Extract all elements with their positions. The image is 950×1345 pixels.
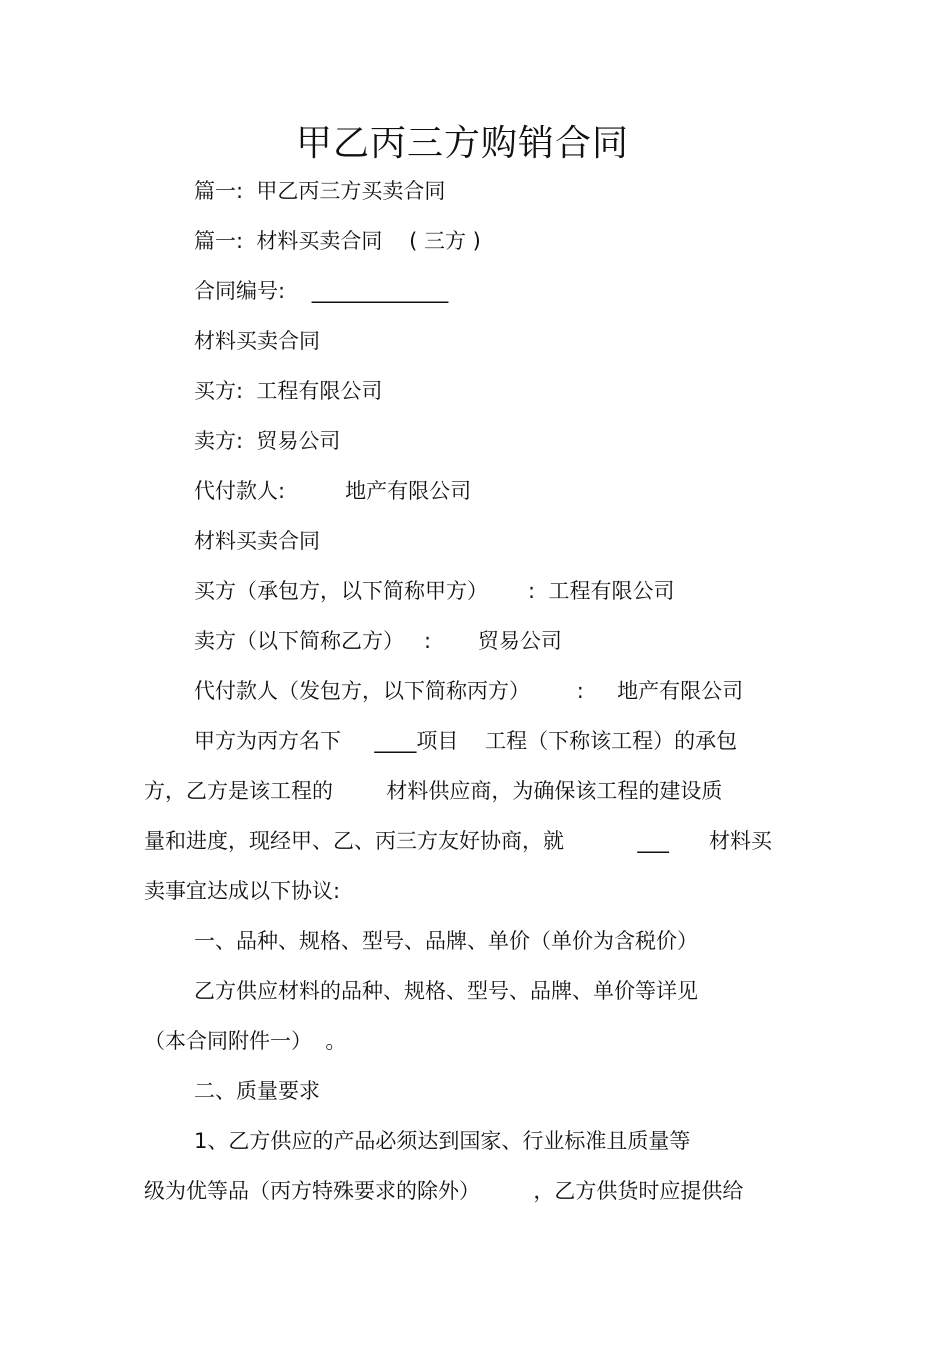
paragraph-line: 材料买卖合同 xyxy=(194,529,320,553)
paragraph-line: 材料买卖合同 xyxy=(194,329,320,353)
section-heading: 篇一: 甲乙丙三方买卖合同 xyxy=(194,179,446,203)
buyer-line: 买方（承包方，以下简称甲方） : 工程有限公司 xyxy=(194,579,675,603)
paragraph-line: 卖事宜达成以下协议: xyxy=(144,879,341,903)
document-title: 甲乙丙三方购销合同 xyxy=(295,123,629,164)
payer-line: 代付款人（发包方，以下简称丙方） : 地产有限公司 xyxy=(194,679,744,703)
paragraph-line: （本合同附件一） 。 xyxy=(144,1029,347,1053)
section-heading: 篇一: 材料买卖合同 ( 三方 ) xyxy=(194,229,481,253)
paragraph-line: 量和进度，现经甲、乙、丙三方友好协商，就 ___ 材料买 xyxy=(144,829,772,853)
seller-line: 卖方: 贸易公司 xyxy=(194,429,341,453)
paragraph-line: 级为优等品（丙方特殊要求的除外） ，乙方供货时应提供给 xyxy=(144,1179,744,1203)
paragraph-line: 1、乙方供应的产品必须达到国家、行业标准且质量等 xyxy=(194,1129,691,1153)
contract-number-line: 合同编号: _____________ xyxy=(194,279,449,303)
seller-line: 卖方（以下简称乙方） : 贸易公司 xyxy=(194,629,562,653)
section-heading: 二、质量要求 xyxy=(194,1079,320,1103)
section-heading: 一、品种、规格、型号、品牌、单价（单价为含税价） xyxy=(194,929,698,953)
paragraph-line: 甲方为丙方名下 ____项目 工程（下称该工程）的承包 xyxy=(194,729,738,753)
paragraph-line: 方，乙方是该工程的 材料供应商，为确保该工程的建设质 xyxy=(144,779,723,803)
paragraph-line: 乙方供应材料的品种、规格、型号、品牌、单价等详见 xyxy=(194,979,698,1003)
buyer-line: 买方: 工程有限公司 xyxy=(194,379,383,403)
payer-line: 代付款人: 地产有限公司 xyxy=(194,479,472,503)
